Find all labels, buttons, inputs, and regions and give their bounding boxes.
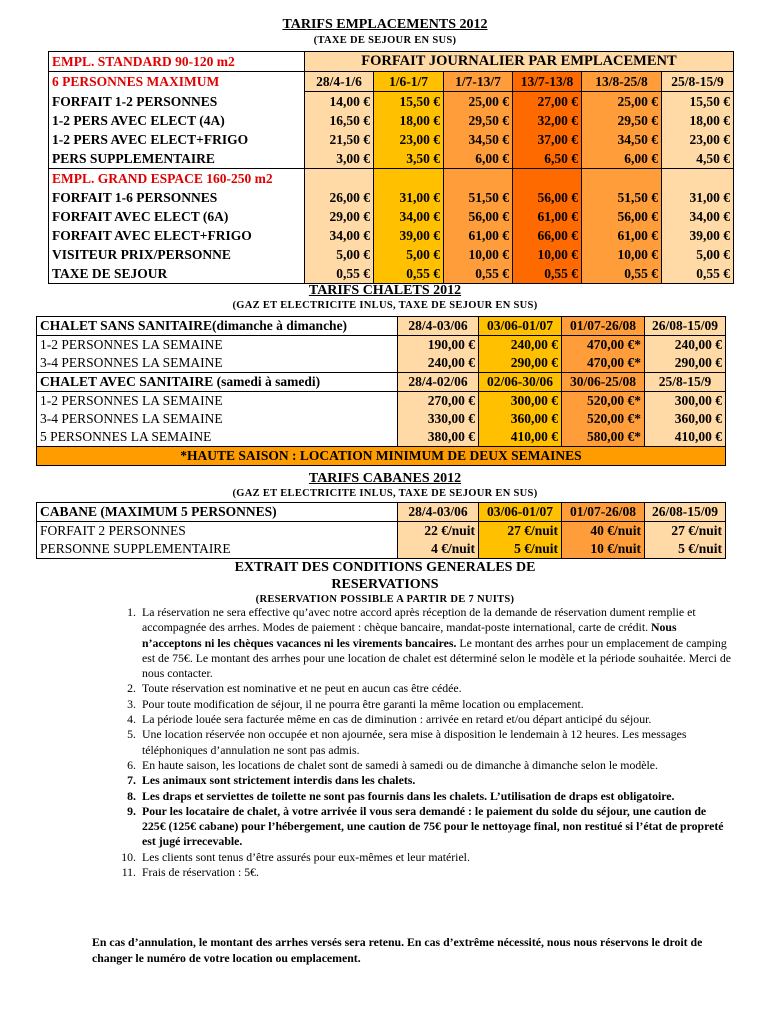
price-cell: 61,00 €	[444, 226, 513, 245]
condition-number: 3.	[127, 696, 136, 711]
row-label: FORFAIT AVEC ELECT+FRIGO	[49, 226, 305, 245]
condition-text: En haute saison, les locations de chalet sont de samedi à samedi ou de dimanche à dimanche selon le modèle.	[142, 757, 658, 772]
condition-item	[92, 804, 732, 850]
price-cell: 56,00 €	[513, 188, 582, 207]
group1-title: EMPL. STANDARD 90-120 m2	[49, 52, 305, 72]
chalets-title: TARIFS CHALETS 2012	[308, 283, 462, 298]
group2-title: EMPL. GRAND ESPACE 160-250 m2	[49, 169, 305, 189]
chalet-period: 03/06-01/07	[479, 317, 562, 336]
price-row	[49, 264, 734, 284]
condition-item	[92, 681, 732, 696]
row-label: PERS SUPPLEMENTAIRE	[49, 149, 305, 169]
condition-number: 1.	[127, 605, 136, 619]
price-cell: 34,50 €	[444, 130, 513, 149]
price-cell: 5,00 €	[305, 245, 374, 264]
price-cell: 18,00 €	[662, 111, 734, 130]
price-row	[49, 149, 734, 169]
price-cell: 25,00 €	[444, 92, 513, 112]
price-cell: 5,00 €	[374, 245, 444, 264]
price-cell: 10,00 €	[513, 245, 582, 264]
row-label: VISITEUR PRIX/PERSONNE	[49, 245, 305, 264]
price-row	[49, 130, 734, 149]
price-cell: 240,00 €	[398, 354, 479, 373]
price-cell: 300,00 €	[645, 392, 726, 411]
row-label: 5 PERSONNES LA SEMAINE	[37, 428, 398, 447]
price-row	[37, 540, 726, 559]
row-label: FORFAIT AVEC ELECT (6A)	[49, 207, 305, 226]
row-label: 3-4 PERSONNES LA SEMAINE	[37, 354, 398, 373]
condition-item	[92, 758, 732, 773]
condition-number: 9.	[127, 803, 136, 818]
price-cell: 520,00 €*	[562, 392, 645, 411]
chalets-table	[36, 316, 726, 466]
price-cell: 56,00 €	[444, 207, 513, 226]
price-cell: 5 €/nuit	[479, 540, 562, 559]
price-cell: 520,00 €*	[562, 410, 645, 428]
condition-text: Pour les locataire de chalet, à votre arrivée il vous sera demandé : le paiement du solde du séjour, une caution de 225€ (125€ cabane) pour l’hébergement, une caution de 75€ pour le nettoyage final, non restitué si l’état de propreté est jugé irrecevable.	[142, 803, 724, 849]
condition-text: Les animaux sont strictement interdis dans les chalets.	[142, 773, 416, 788]
condition-number: 4.	[127, 712, 136, 727]
price-cell: 470,00 €*	[562, 336, 645, 355]
price-cell: 410,00 €	[645, 428, 726, 447]
price-cell: 34,00 €	[305, 226, 374, 245]
row-label: 3-4 PERSONNES LA SEMAINE	[37, 410, 398, 428]
cabane-period: 28/4-03/06	[398, 503, 479, 522]
cabane-period: 03/06-01/07	[479, 503, 562, 522]
chalets-subtitle: (GAZ ET ELECTRICITE INLUS, TAXE DE SEJOUR EN SUS)	[232, 300, 538, 311]
price-cell: 6,00 €	[582, 149, 662, 169]
chalet-period: 28/4-03/06	[398, 317, 479, 336]
condition-number: 5.	[127, 727, 136, 742]
chalet-period: 25/8-15/9	[645, 373, 726, 392]
price-cell: 0,55 €	[662, 264, 734, 284]
condition-item	[92, 789, 732, 804]
chalet-sans-sanitaire-title: CHALET SANS SANITAIRE(dimanche à dimanche)	[37, 317, 398, 336]
price-cell: 380,00 €	[398, 428, 479, 447]
price-cell: 240,00 €	[479, 336, 562, 355]
price-cell: 190,00 €	[398, 336, 479, 355]
price-row	[49, 92, 734, 112]
haute-saison-banner: *HAUTE SAISON : LOCATION MINIMUM DE DEUX SEMAINES	[37, 447, 726, 466]
row-label: 1-2 PERS AVEC ELECT+FRIGO	[49, 130, 305, 149]
price-row	[37, 428, 726, 447]
period-header: 25/8-15/9	[662, 72, 734, 92]
condition-text: Toute réservation est nominative et ne peut en aucun cas être cédée.	[142, 681, 462, 696]
price-cell: 15,50 €	[662, 92, 734, 112]
condition-text: La réservation ne sera effective qu’avec notre accord après réception de la demande de réservation dument remplie et accompagnée des arrhes. Modes de paiement : chèque bancaire, mandat-poste international, carte de crédit.	[142, 605, 696, 635]
condition-text: La période louée sera facturée même en cas de diminution : arrivée en retard et/ou départ anticipé du séjour.	[142, 712, 652, 727]
price-cell: 51,50 €	[582, 188, 662, 207]
condition-item	[92, 773, 732, 788]
emplacements-title: TARIFS EMPLACEMENTS 2012	[282, 17, 488, 32]
price-cell: 27 €/nuit	[479, 522, 562, 541]
price-cell: 21,50 €	[305, 130, 374, 149]
price-cell: 40 €/nuit	[562, 522, 645, 541]
price-row	[37, 336, 726, 355]
condition-number: 11.	[121, 865, 136, 880]
price-cell: 23,00 €	[662, 130, 734, 149]
price-cell: 240,00 €	[645, 336, 726, 355]
conditions-title-line2: RESERVATIONS	[331, 577, 439, 592]
price-cell: 39,00 €	[662, 226, 734, 245]
price-cell: 10 €/nuit	[562, 540, 645, 559]
price-cell: 27,00 €	[513, 92, 582, 112]
price-cell: 360,00 €	[479, 410, 562, 428]
row-label: TAXE DE SEJOUR	[49, 264, 305, 284]
price-cell: 56,00 €	[582, 207, 662, 226]
condition-text: Pour toute modification de séjour, il ne pourra être garanti la même location ou emplacement.	[142, 696, 584, 711]
price-cell: 26,00 €	[305, 188, 374, 207]
period-header: 13/7-13/8	[513, 72, 582, 92]
price-cell: 0,55 €	[444, 264, 513, 284]
chalet-period: 28/4-02/06	[398, 373, 479, 392]
price-cell: 34,00 €	[662, 207, 734, 226]
row-label: FORFAIT 1-2 PERSONNES	[49, 92, 305, 112]
condition-text: Le montant des arrhes pour un emplacement de camping est de 75€. Le montant des arrhes pour une location de chalet est déterminé selon le modèle et la période souhaitée. Merci de nous contacter.	[142, 635, 731, 681]
price-row	[37, 410, 726, 428]
condition-text: Les clients sont tenus d’être assurés pour eux-mêmes et leur matériel.	[142, 849, 470, 864]
price-cell: 25,00 €	[582, 92, 662, 112]
condition-number: 6.	[127, 757, 136, 772]
condition-number: 8.	[127, 788, 136, 803]
price-cell: 34,50 €	[582, 130, 662, 149]
row-label: FORFAIT 2 PERSONNES	[37, 522, 398, 541]
price-cell: 5 €/nuit	[645, 540, 726, 559]
emplacements-subtitle: (TAXE DE SEJOUR EN SUS)	[313, 35, 457, 46]
cabane-header: CABANE (MAXIMUM 5 PERSONNES)	[37, 503, 398, 522]
condition-text: Les draps et serviettes de toilette ne sont pas fournis dans les chalets. L’utilisation de draps est obligatoire.	[142, 788, 675, 803]
price-row	[49, 226, 734, 245]
price-row	[37, 392, 726, 411]
price-row	[37, 354, 726, 373]
price-cell: 29,00 €	[305, 207, 374, 226]
price-cell: 18,00 €	[374, 111, 444, 130]
emplacements-table	[48, 51, 734, 284]
price-cell: 27 €/nuit	[645, 522, 726, 541]
price-cell: 29,50 €	[444, 111, 513, 130]
row-label: 1-2 PERSONNES LA SEMAINE	[37, 392, 398, 411]
condition-number: 7.	[127, 773, 136, 788]
conditions-subtitle: (RESERVATION POSSIBLE A PARTIR DE 7 NUITS)	[255, 594, 515, 605]
condition-item	[92, 605, 732, 681]
condition-number: 2.	[127, 681, 136, 696]
price-cell: 66,00 €	[513, 226, 582, 245]
price-cell: 270,00 €	[398, 392, 479, 411]
price-cell: 10,00 €	[582, 245, 662, 264]
condition-text: Frais de réservation : 5€.	[142, 865, 259, 880]
price-row	[49, 245, 734, 264]
price-cell: 34,00 €	[374, 207, 444, 226]
group1-subtitle: 6 PERSONNES MAXIMUM	[49, 72, 305, 92]
condition-item	[92, 697, 732, 712]
price-cell: 10,00 €	[444, 245, 513, 264]
price-cell: 14,00 €	[305, 92, 374, 112]
cabanes-subtitle: (GAZ ET ELECTRICITE INLUS, TAXE DE SEJOUR EN SUS)	[232, 488, 538, 499]
chalet-period: 30/06-25/08	[562, 373, 645, 392]
price-cell: 31,00 €	[374, 188, 444, 207]
forfait-header: FORFAIT JOURNALIER PAR EMPLACEMENT	[305, 52, 734, 72]
price-cell: 6,00 €	[444, 149, 513, 169]
price-cell: 16,50 €	[305, 111, 374, 130]
row-label: 1-2 PERSONNES LA SEMAINE	[37, 336, 398, 355]
price-cell: 51,50 €	[444, 188, 513, 207]
condition-item	[92, 850, 732, 865]
price-cell: 37,00 €	[513, 130, 582, 149]
price-cell: 4,50 €	[662, 149, 734, 169]
price-cell: 32,00 €	[513, 111, 582, 130]
price-cell: 290,00 €	[479, 354, 562, 373]
condition-number: 10.	[121, 849, 136, 864]
chalet-avec-sanitaire-title: CHALET AVEC SANITAIRE (samedi à samedi)	[37, 373, 398, 392]
period-header: 28/4-1/6	[305, 72, 374, 92]
price-cell: 15,50 €	[374, 92, 444, 112]
conditions-list	[92, 605, 732, 880]
price-cell: 4 €/nuit	[398, 540, 479, 559]
conditions-footer: En cas d’annulation, le montant des arrhes versés sera retenu. En cas d’extrême nécessité, nous nous réservons le droit de changer le numéro de votre location ou emplacement.	[92, 935, 703, 965]
price-cell: 0,55 €	[374, 264, 444, 284]
cabane-period: 26/08-15/09	[645, 503, 726, 522]
price-cell: 23,00 €	[374, 130, 444, 149]
price-row	[49, 111, 734, 130]
chalet-period: 26/08-15/09	[645, 317, 726, 336]
price-row	[37, 522, 726, 541]
row-label: FORFAIT 1-6 PERSONNES	[49, 188, 305, 207]
price-cell: 6,50 €	[513, 149, 582, 169]
price-cell: 470,00 €*	[562, 354, 645, 373]
price-row	[49, 207, 734, 226]
price-cell: 61,00 €	[513, 207, 582, 226]
condition-item	[92, 712, 732, 727]
price-cell: 5,00 €	[662, 245, 734, 264]
price-cell: 61,00 €	[582, 226, 662, 245]
cabane-period: 01/07-26/08	[562, 503, 645, 522]
condition-text-bold: Nous n’acceptons ni les chèques vacances ni les virements bancaires.	[142, 620, 677, 650]
price-row	[49, 188, 734, 207]
chalet-period: 02/06-30/06	[479, 373, 562, 392]
condition-text: Une location réservée non occupée et non ajournée, sera mise à disposition le lendemain à 12 heures. Les messages téléphoniques d’annulation ne sont pas admis.	[142, 727, 687, 757]
price-cell: 290,00 €	[645, 354, 726, 373]
price-cell: 0,55 €	[305, 264, 374, 284]
cabanes-title: TARIFS CABANES 2012	[308, 471, 462, 486]
row-label: 1-2 PERS AVEC ELECT (4A)	[49, 111, 305, 130]
price-cell: 330,00 €	[398, 410, 479, 428]
price-cell: 39,00 €	[374, 226, 444, 245]
period-header: 13/8-25/8	[582, 72, 662, 92]
cabanes-table	[36, 502, 726, 559]
chalet-period: 01/07-26/08	[562, 317, 645, 336]
price-cell: 3,50 €	[374, 149, 444, 169]
price-cell: 300,00 €	[479, 392, 562, 411]
price-cell: 360,00 €	[645, 410, 726, 428]
period-header: 1/6-1/7	[374, 72, 444, 92]
period-header: 1/7-13/7	[444, 72, 513, 92]
price-cell: 410,00 €	[479, 428, 562, 447]
row-label: PERSONNE SUPPLEMENTAIRE	[37, 540, 398, 559]
price-cell: 31,00 €	[662, 188, 734, 207]
condition-item	[92, 865, 732, 880]
price-cell: 22 €/nuit	[398, 522, 479, 541]
price-cell: 29,50 €	[582, 111, 662, 130]
price-cell: 580,00 €*	[562, 428, 645, 447]
price-cell: 3,00 €	[305, 149, 374, 169]
condition-item	[92, 727, 732, 758]
price-cell: 0,55 €	[513, 264, 582, 284]
conditions-title-line1: EXTRAIT DES CONDITIONS GENERALES DE	[234, 560, 536, 575]
price-cell: 0,55 €	[582, 264, 662, 284]
